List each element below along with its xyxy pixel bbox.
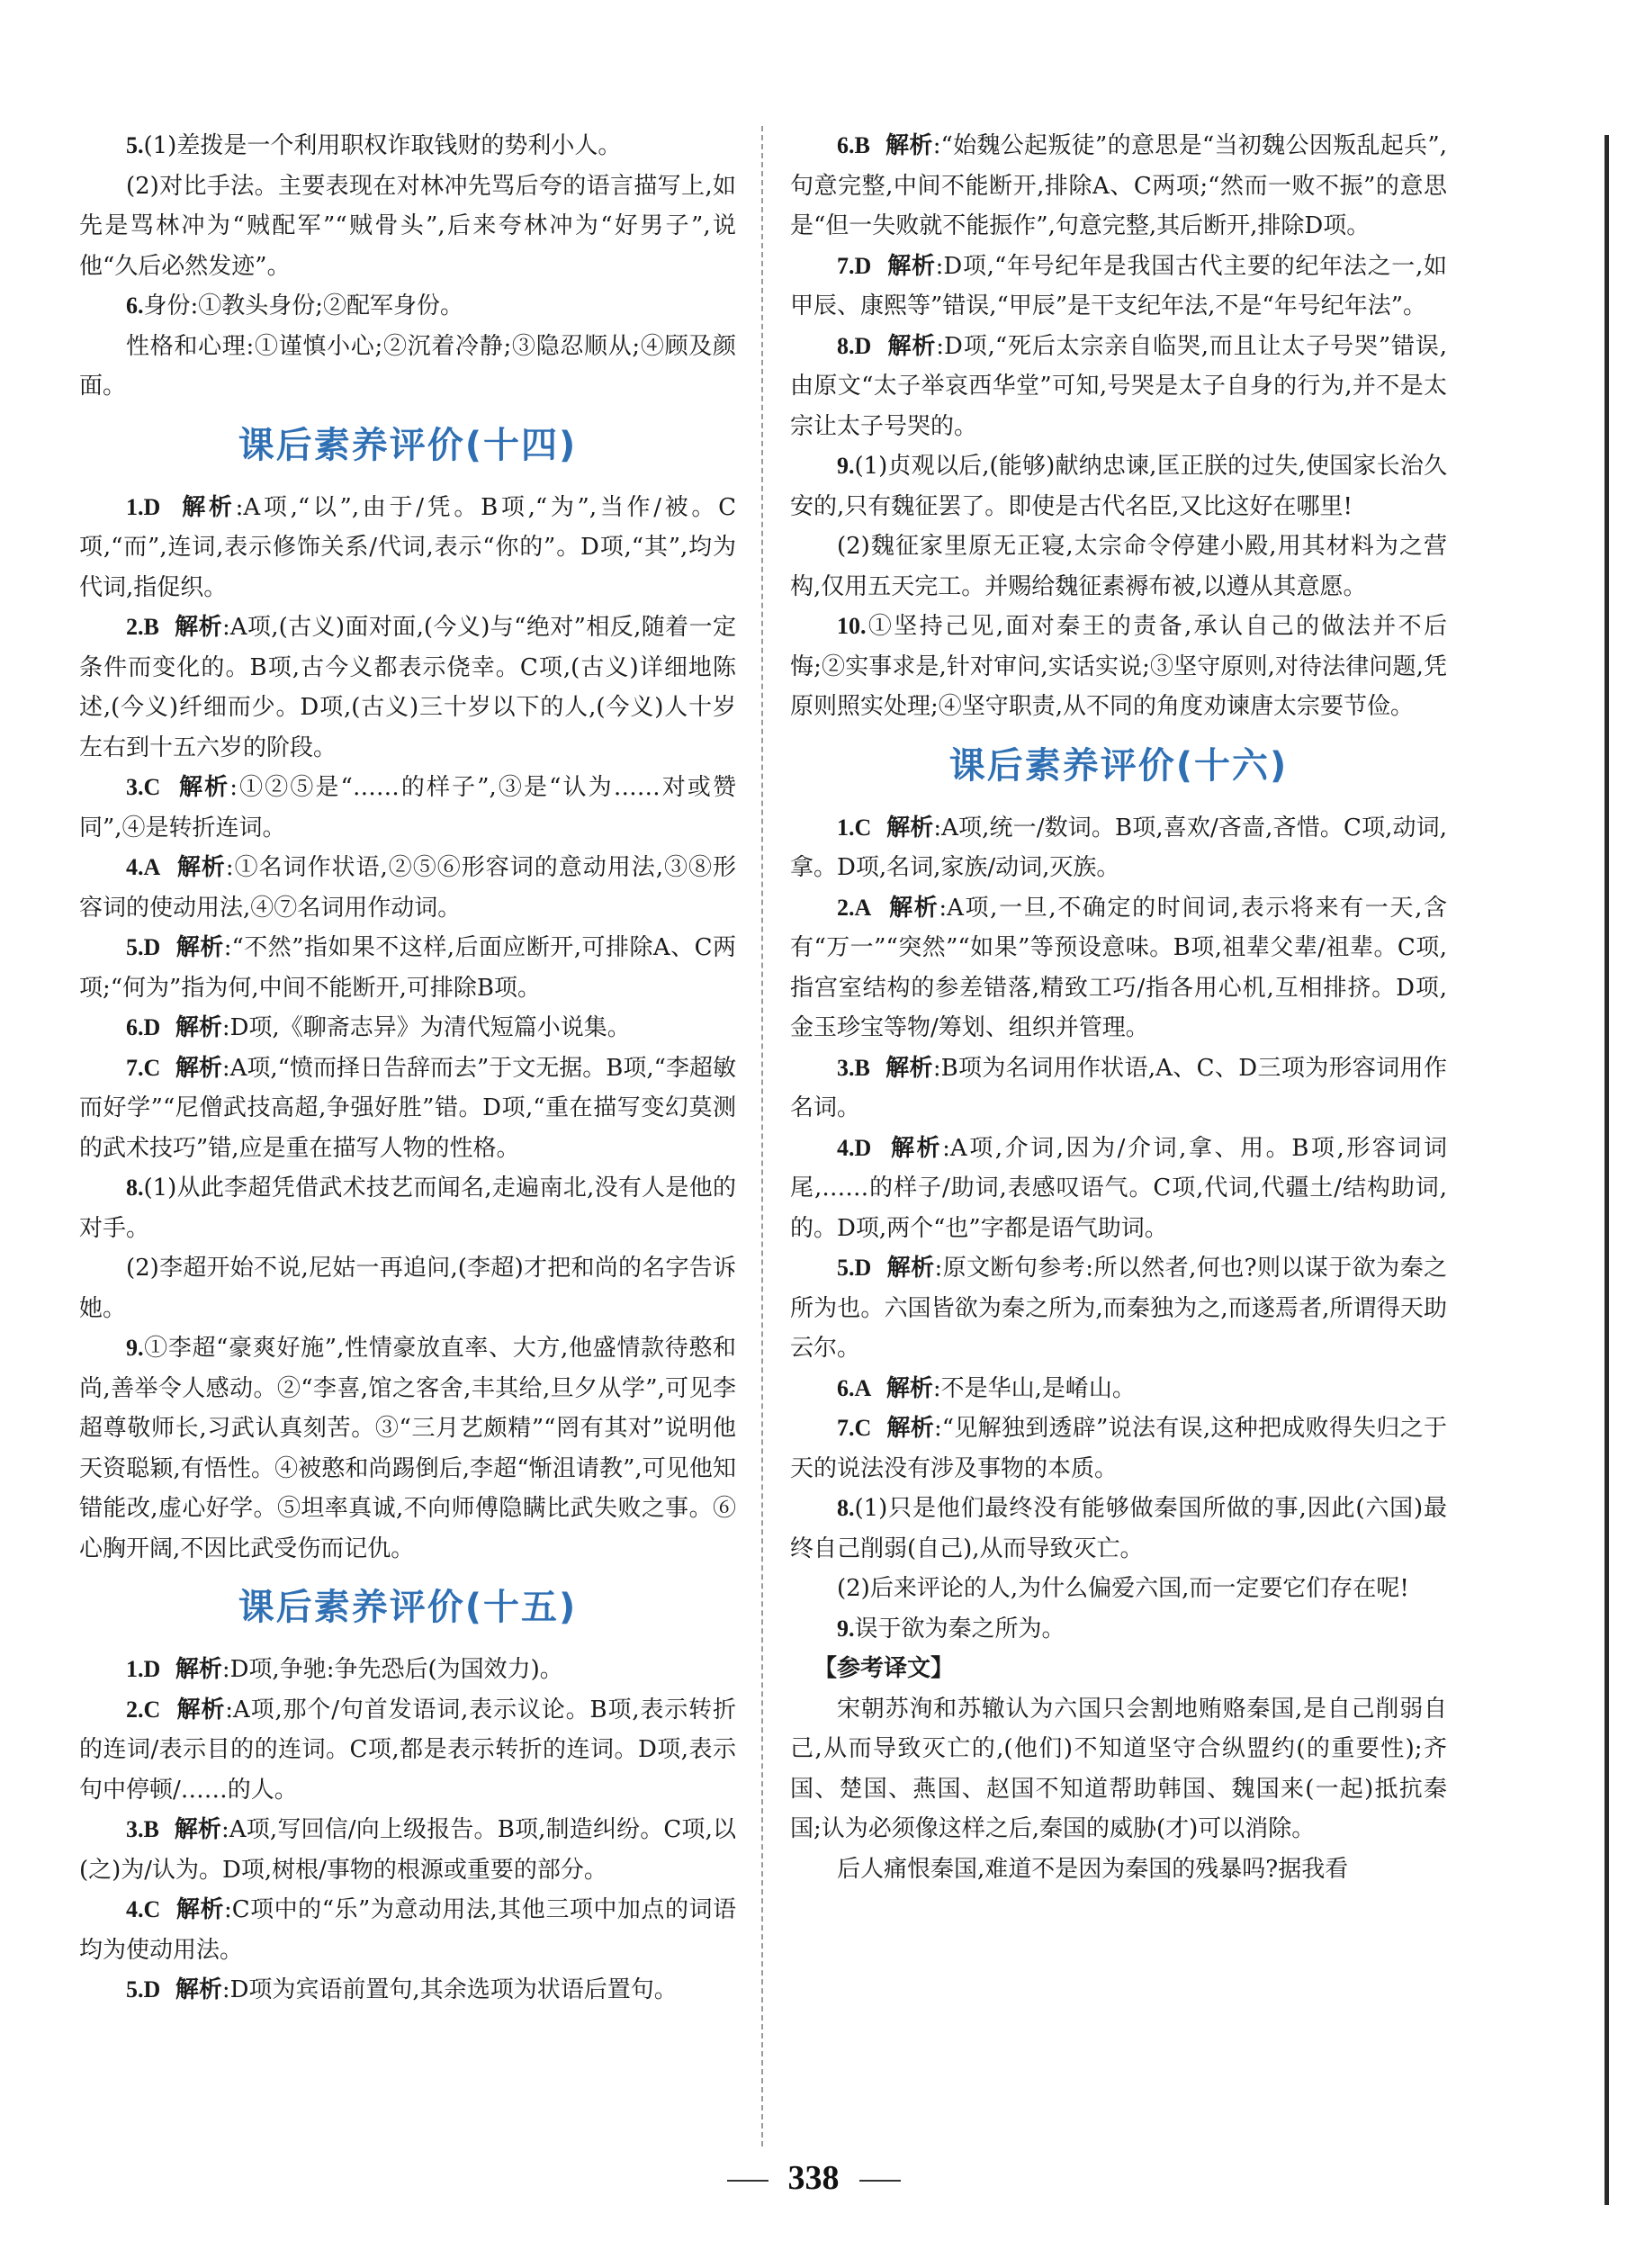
answer-paragraph [79, 1970, 736, 2011]
question-number: 2.C [126, 1696, 161, 1723]
answer-paragraph [790, 808, 1447, 888]
question-number: 6. [126, 292, 144, 319]
answer-paragraph [79, 1048, 736, 1169]
answer-text: :D项,《聊斋志异》为清代短篇小说集。 [221, 1014, 631, 1041]
analysis-label: 解析 [890, 1134, 943, 1162]
answer-text: :A项,一旦,不确定的时间词,表示将来有一天,含有“万一”“突然”“如果”等预设意味。B项,祖辈父辈/祖辈。C项,指宫室结构的参差错落,精致工巧/指各用心机,互相排挤。D项,金玉珍宝等物/筹划、组织并管理。 [790, 894, 1447, 1041]
answer-text: (1)差拨是一个利用职权诈取钱财的势利小人。 [143, 132, 622, 159]
page-number: 338 [787, 2159, 840, 2197]
answer-paragraph [790, 446, 1447, 526]
analysis-label: 解析 [179, 774, 230, 801]
answer-text: :原文断句参考:所以然者,何也?则以谋于欲为秦之所为也。六国皆欲为秦之所为,而秦独为之,而遂焉者,所谓得天助云尔。 [790, 1255, 1447, 1362]
answer-text: :①②⑤是“……的样子”,③是“认为……对或赞同”,④是转折连词。 [79, 774, 737, 842]
answer-text: :①名词作状语,②⑤⑥形容词的意动用法,③⑧形容词的使动用法,④⑦名词用作动词。 [79, 854, 736, 922]
question-number: 6.D [126, 1014, 161, 1040]
question-number: 3.B [126, 1816, 159, 1842]
answer-paragraph [790, 327, 1447, 447]
answer-paragraph [790, 1129, 1447, 1249]
question-number: 6.A [837, 1374, 872, 1401]
analysis-label: 解析 [887, 332, 937, 360]
answer-paragraph [79, 1168, 736, 1248]
question-number: 2.B [126, 614, 159, 640]
answer-text: :“始魏公起叛徒”的意思是“当初魏公因叛乱起兵”,句意完整,中间不能断开,排除A、C两项;“然而一败不振”的意思是“但一失败就不能振作”,句意完整,其后断开,排除D项。 [790, 132, 1447, 239]
right-block-1 [790, 126, 1447, 727]
answer-paragraph [79, 166, 736, 287]
question-number: 5.D [126, 934, 161, 960]
analysis-label: 解析 [175, 934, 224, 961]
answer-paragraph [79, 1890, 736, 1970]
answer-paragraph [790, 888, 1447, 1048]
question-number: 3.C [126, 774, 161, 800]
answer-paragraph [79, 1690, 736, 1811]
answer-paragraph [790, 1689, 1447, 1850]
left-column [79, 126, 736, 2011]
answer-paragraph [79, 1008, 736, 1048]
analysis-label: 解析 [176, 1696, 226, 1724]
question-number: 5.D [126, 1976, 161, 2002]
answer-text: (2)魏征家里原无正寝,太宗命令停建小殿,用其材料为之营构,仅用五天完工。并赐给魏征素褥布被,以遵从其意愿。 [790, 533, 1447, 600]
left-block-1 [79, 126, 736, 407]
answer-paragraph [79, 1650, 736, 1690]
question-number: 5. [126, 132, 144, 158]
question-number: 4.A [126, 854, 161, 880]
analysis-label: 解析 [885, 1374, 933, 1402]
answer-paragraph [790, 607, 1447, 727]
answer-text: 性格和心理:①谨慎小心;②沉着冷静;③隐忍顺从;④顾及颜面。 [79, 332, 736, 400]
question-number: 1.C [837, 814, 872, 841]
analysis-label: 解析 [176, 854, 226, 881]
answer-paragraph [79, 286, 736, 327]
answer-text: :A项,介词,因为/介词,拿、用。B项,形容词词尾,……的样子/助词,表感叹语气。C项,代词,代疆土/结构助词,的。D项,两个“也”字都是语气助词。 [790, 1134, 1447, 1242]
answer-text: :B项为名词用作状语,A、C、D三项为形容词用作名词。 [790, 1054, 1447, 1121]
answer-text: (2)对比手法。主要表现在对林冲先骂后夸的语言描写上,如先是骂林冲为“贼配军”“贼骨头”,后来夸林冲为“好男子”,说他“久后必然发迹”。 [79, 172, 736, 280]
answer-paragraph [79, 608, 736, 768]
left-block-3 [79, 1650, 736, 2011]
footer-dash-right [859, 2180, 901, 2182]
analysis-label: 解析 [175, 1896, 224, 1923]
question-number: 7.C [837, 1415, 872, 1441]
page-footer [0, 2156, 1627, 2200]
answer-text: :A项,统一/数词。B项,喜欢/吝啬,吝惜。C项,动词,拿。D项,名词,家族/动词,灭族。 [790, 814, 1448, 881]
analysis-label: 解析 [889, 894, 939, 922]
answer-text: (1)贞观以后,(能够)献纳忠谏,匡正朕的过失,使国家长治久安的,只有魏征罢了。即使是古代名臣,又比这好在哪里! [790, 453, 1447, 520]
section-heading-14: 课后素养评价(十四) [238, 424, 578, 466]
answer-text: 误于欲为秦之所为。 [854, 1615, 1065, 1642]
answer-paragraph [790, 126, 1447, 247]
question-number: 6.B [837, 132, 870, 158]
question-number: 1.D [126, 1656, 161, 1682]
answer-paragraph [79, 1810, 736, 1890]
right-block-3 [790, 1689, 1447, 1890]
left-block-2 [79, 488, 736, 1570]
answer-text: :A项,“愤而择日告辞而去”于文无据。B项,“李超敏而好学”“尼僧武技高超,争强好胜”错。D项,“重在描写变幻莫测的武术技巧”错,应是重在描写人物的性格。 [79, 1054, 736, 1162]
analysis-label: 解析 [174, 1816, 222, 1843]
answer-paragraph [790, 526, 1447, 607]
answer-text: :不是华山,是崤山。 [932, 1374, 1136, 1402]
column-divider [761, 126, 763, 2146]
right-block-2 [790, 808, 1447, 1650]
analysis-label: 解析 [885, 132, 933, 159]
answer-paragraph [790, 1569, 1447, 1609]
answer-paragraph [79, 1328, 736, 1569]
answer-paragraph [79, 928, 736, 1008]
answer-paragraph [790, 1248, 1447, 1369]
answer-text: :A项,“以”,由于/凭。B项,“为”,当作/被。C项,“而”,连词,表示修饰关系/代词,表示“你的”。D项,“其”,均为代词,指促织。 [79, 493, 736, 601]
question-number: 9. [837, 453, 855, 479]
answer-text: :“不然”指如果不这样,后面应断开,可排除A、C两项;“何为”指为何,中间不能断开,可排除B项。 [79, 934, 736, 1002]
answer-text: :D项,“死后太宗亲自临哭,而且让太子号哭”错误,由原文“太子举哀西华堂”可知,号哭是太子自身的行为,并不是太宗让太子号哭的。 [790, 332, 1448, 440]
right-column [790, 126, 1447, 1889]
analysis-label: 解析 [182, 493, 236, 521]
answer-text: :A项,写回信/向上级报告。B项,制造纠纷。C项,以(之)为/认为。D项,树根/事物的根源或重要的部分。 [79, 1816, 736, 1884]
answer-text: :D项,争驰:争先恐后(为国效力)。 [221, 1656, 563, 1683]
reference-translation-title: 【参考译文】 [814, 1655, 955, 1682]
question-number: 7.D [837, 252, 872, 279]
answer-text: ①李超“豪爽好施”,性情豪放直率、大方,他盛情款待憨和尚,善举令人感动。②“李喜,馆之客舍,丰其给,旦夕从学”,可见李超尊敬师长,习武认真刻苦。③“三月艺颇精”“罔有其对”说明他天资聪颖,有悟性。④被憨和尚踢倒后,李超“惭沮请教”,可见他知错能改,虚心好学。⑤坦率真诚,不向师傅隐瞒比武失败之事。⑥心胸开阔,不因比武受伤而记仇。 [79, 1335, 736, 1562]
answer-text: (1)只是他们最终没有能够做秦国所做的事,因此(六国)最终自己削弱(自己),从而导致灭亡。 [790, 1495, 1447, 1562]
analysis-label: 解析 [887, 252, 936, 280]
question-number: 9. [126, 1335, 144, 1361]
answer-text: :D项为宾语前置句,其余选项为状语后置句。 [221, 1976, 678, 2003]
question-number: 7.C [126, 1054, 161, 1081]
answer-text: :D项,“年号纪年是我国古代主要的纪年法之一,如甲辰、康熙等”错误,“甲辰”是干支纪年法,不是“年号纪年法”。 [790, 252, 1447, 320]
question-number: 4.C [126, 1896, 161, 1922]
answer-text: :“见解独到透辟”说法有误,这种把成败得失归之于天的说法没有涉及事物的本质。 [790, 1415, 1448, 1482]
analysis-label: 解析 [175, 1656, 222, 1683]
answer-paragraph [790, 1609, 1447, 1650]
question-number: 1.D [126, 493, 161, 520]
answer-text: (2)后来评论的人,为什么偏爱六国,而一定要它们存在呢! [837, 1575, 1409, 1602]
analysis-label: 解析 [886, 814, 934, 842]
section-heading-15: 课后素养评价(十五) [238, 1587, 578, 1628]
analysis-label: 解析 [175, 1054, 222, 1082]
answer-paragraph [790, 1850, 1447, 1890]
analysis-label: 解析 [175, 1014, 222, 1041]
question-number: 10. [837, 613, 867, 639]
answer-text: (2)李超开始不说,尼姑一再追问,(李超)才把和尚的名字告诉她。 [79, 1255, 736, 1322]
answer-paragraph [790, 1369, 1447, 1409]
answer-text: :A项,那个/句首发语词,表示议论。B项,表示转折的连词/表示目的的连词。C项,都是表示转折的连词。D项,表示句中停顿/……的人。 [79, 1696, 736, 1804]
question-number: 8. [837, 1495, 855, 1521]
answer-text: 宋朝苏洵和苏辙认为六国只会割地贿赂秦国,是自己削弱自己,从而导致灭亡的,(他们)不知道坚守合纵盟约(的重要性);齐国、楚国、燕国、赵国不知道帮助韩国、魏国来(一起)抵抗秦国;认为必须像这样之后,秦国的威胁(才)可以消除。 [790, 1695, 1447, 1842]
analysis-label: 解析 [175, 1976, 222, 2003]
answer-text: ①坚持己见,面对秦王的责备,承认自己的做法并不后悔;②实事求是,针对审问,实话实说;③坚守原则,对待法律问题,凭原则照实处理;④坚守职责,从不同的角度劝谏唐太宗要节俭。 [790, 613, 1447, 720]
analysis-label: 解析 [886, 1255, 935, 1282]
analysis-label: 解析 [886, 1415, 934, 1442]
question-number: 8. [126, 1174, 144, 1201]
analysis-label: 解析 [885, 1054, 933, 1082]
answer-text: :C项中的“乐”为意动用法,其他三项中加点的词语均为使动用法。 [79, 1896, 736, 1964]
answer-paragraph [79, 848, 736, 928]
question-number: 2.A [837, 894, 872, 921]
question-number: 8.D [837, 332, 872, 359]
section-heading-16: 课后素养评价(十六) [948, 744, 1289, 787]
page-edge-line [1605, 135, 1609, 2205]
answer-paragraph [79, 768, 736, 848]
question-number: 3.B [837, 1054, 870, 1081]
answer-text: 后人痛恨秦国,难道不是因为秦国的残暴吗?据我看 [837, 1855, 1349, 1883]
question-number: 4.D [837, 1134, 872, 1161]
answer-paragraph [790, 1408, 1447, 1489]
analysis-label: 解析 [175, 614, 222, 641]
answer-paragraph [79, 327, 736, 407]
answer-paragraph [79, 126, 736, 166]
answer-text: (1)从此李超凭借武术技艺而闻名,走遍南北,没有人是他的对手。 [79, 1174, 736, 1242]
question-number: 5.D [837, 1255, 872, 1281]
answer-text: 身份:①教头身份;②配军身份。 [143, 292, 464, 320]
answer-paragraph [790, 1489, 1447, 1569]
answer-paragraph [79, 488, 736, 608]
answer-paragraph [790, 247, 1447, 327]
question-number: 9. [837, 1615, 855, 1642]
answer-text: :A项,(古义)面对面,(今义)与“绝对”相反,随着一定条件而变化的。B项,古今义都表示侥幸。C项,(古义)详细地陈述,(今义)纤细而少。D项,(古义)三十岁以下的人,(今义)人十岁左右到十五六岁的阶段。 [79, 614, 736, 761]
answer-paragraph [79, 1248, 736, 1328]
footer-dash-left [727, 2180, 769, 2182]
answer-paragraph [790, 1048, 1447, 1129]
